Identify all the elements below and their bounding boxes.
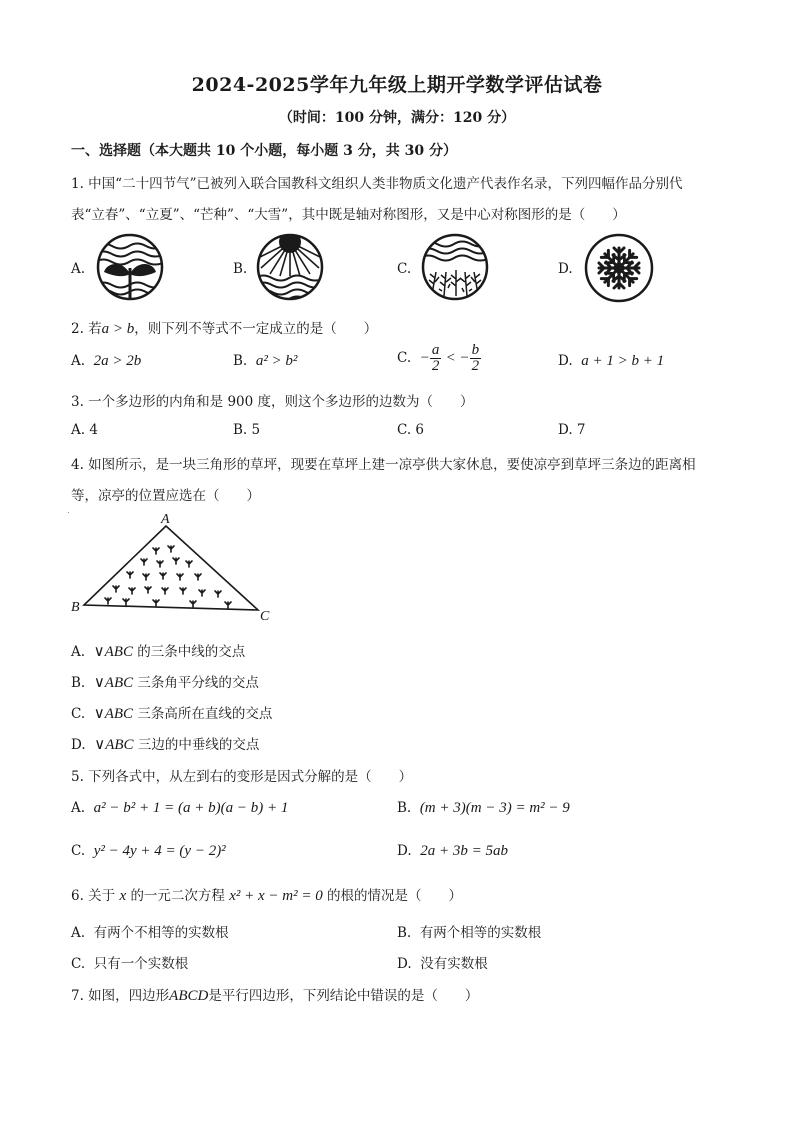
section-heading: 一、选择题（本大题共 10 个小题，每小题 3 分，共 30 分） [71,143,457,159]
question-7-stem [71,984,478,1005]
q6-stem-prefix: 6. 关于 [71,888,116,904]
q4-option-b-triangle: ∨ABC [93,675,134,691]
q2-option-d-math: a + 1 > b + 1 [581,353,665,369]
exam-info: （时间：100 分钟，满分：120 分） [278,110,516,126]
q6-option-d-text: 没有实数根 [420,956,488,972]
q4-option-b [71,671,259,692]
q4-option-c-text: 三条高所在直线的交点 [137,706,273,722]
q7-stem-suffix: 是平行四边形，下列结论中错误的是（ ） [208,988,479,1004]
q5-option-a-math: a² − b² + 1 = (a + b)(a − b) + 1 [93,800,289,816]
q6-stem-middle: 的一元二次方程 [130,888,225,904]
question-1-line-1: 1. 中国“二十四节气”已被列入联合国教科文组织人类非物质文化遗产代表作名录，下列四幅作品分别代 [71,176,683,192]
vertex-a-label: A [161,512,170,527]
q4-option-a-text: 的三条中线的交点 [137,644,246,660]
question-4-line-1: 4. 如图所示，是一块三角形的草坪，现要在草坪上建一凉亭供大家休息，要使凉亭到草坪三条边的距离相 [71,457,696,473]
q2-condition: a > b [101,321,135,337]
grain-field-emblem-icon [420,232,490,302]
vertex-c-label: C [260,609,270,624]
q2-option-c: C. − $\frac{a}{2}$ < − $\frac{b}{2}$ [397,342,480,374]
q4-option-c [71,702,272,723]
q6-option-c-text: 只有一个实数根 [93,956,189,972]
q7-shape-name: ABCD [169,988,209,1004]
q6-option-c-letter: C. [71,956,86,972]
q2-option-a [71,353,141,370]
q6-option-d [397,952,488,972]
q4-option-a-letter: A. [71,644,86,660]
q5-option-d-letter: D. [397,843,412,859]
q2-option-c-numerator-b: b [471,342,480,358]
q4-option-b-text: 三条角平分线的交点 [137,675,259,691]
q4-option-d-text: 三边的中垂线的交点 [137,737,260,753]
q6-option-d-letter: D. [397,956,412,972]
q3-option-c: C. 6 [397,422,425,438]
q4-option-a-triangle: ∨ABC [93,644,133,660]
q4-option-d [71,733,259,754]
q6-option-a-letter: A. [71,925,86,941]
q2-option-c-letter: C. [397,350,412,366]
q2-option-a-math: 2a > 2b [93,353,142,369]
question-6-stem [71,884,462,905]
q6-option-b-letter: B. [397,925,412,941]
q6-option-c [71,952,188,972]
question-5-stem: 5. 下列各式中，从左到右的变形是因式分解的是（ ） [71,769,413,785]
q3-option-d: D. 7 [558,422,586,438]
q5-option-b-letter: B. [397,800,412,816]
q4-option-a [71,640,245,661]
q1-option-b-label: B. [233,261,248,277]
q2-option-c-denominator-b: 2 [471,358,480,374]
q2-option-b [233,353,297,370]
q2-option-c-numerator-a: a [431,342,440,358]
q2-stem-suffix: ，则下列不等式不一定成立的是（ ） [134,321,378,337]
q2-option-a-letter: A. [71,353,86,369]
sprout-emblem-icon [95,232,165,302]
q4-option-d-triangle: ∨ABC [94,737,134,753]
q2-option-b-letter: B. [233,353,248,369]
q5-option-d-math: 2a + 3b = 5ab [420,843,508,859]
q5-option-c-letter: C. [71,843,86,859]
q6-option-b [397,921,541,941]
q6-equation: x² + x − m² = 0 [229,888,323,904]
q6-option-b-text: 有两个相等的实数根 [419,925,542,941]
snowflake-emblem-icon [583,232,655,304]
q4-option-b-letter: B. [71,675,86,691]
q3-option-a: A. 4 [71,422,98,438]
question-1-line-2: 表“立春”、“立夏”、“芒种”、“大雪”，其中既是轴对称图形，又是中心对称图形的是（ ） [71,207,626,223]
sun-over-waves-emblem-icon [255,232,325,302]
q2-option-b-math: a² > b² [255,353,298,369]
q5-option-c-math: y² − 4y + 4 = (y − 2)² [93,843,226,859]
q7-stem-prefix: 7. 如图，四边形 [71,988,170,1004]
q2-option-c-denominator-a: 2 [431,358,440,374]
q6-option-a-text: 有两个不相等的实数根 [93,925,229,941]
q6-stem-suffix: 的根的情况是（ ） [327,888,463,904]
q1-option-a-label: A. [71,261,86,277]
triangle-lawn-figure [68,512,283,631]
q1-option-d-label: D. [558,261,573,277]
q5-option-d [397,843,508,860]
q4-option-d-letter: D. [71,737,86,753]
page-title: 2024-2025学年九年级上期开学数学评估试卷 [191,74,603,96]
q3-option-b: B. 5 [233,422,261,438]
q5-option-b [397,800,570,817]
q2-option-d-letter: D. [558,353,573,369]
q2-option-d [558,353,664,370]
q5-option-a [71,800,288,817]
vertex-b-label: B [71,600,80,615]
q1-option-c-label: C. [397,261,412,277]
q5-option-a-letter: A. [71,800,86,816]
q6-variable: x [119,888,127,904]
question-2-stem [71,317,377,338]
question-3-stem: 3. 一个多边形的内角和是 900 度，则这个多边形的边数为（ ） [71,394,474,410]
q4-option-c-triangle: ∨ABC [93,706,134,722]
q5-option-b-math: (m + 3)(m − 3) = m² − 9 [419,800,570,816]
q4-option-c-letter: C. [71,706,86,722]
question-4-line-2: 等，凉亭的位置应选在（ ） [71,488,260,504]
q5-option-c [71,843,226,860]
q2-stem-prefix: 2. 若 [71,321,102,337]
q6-option-a [71,921,229,941]
